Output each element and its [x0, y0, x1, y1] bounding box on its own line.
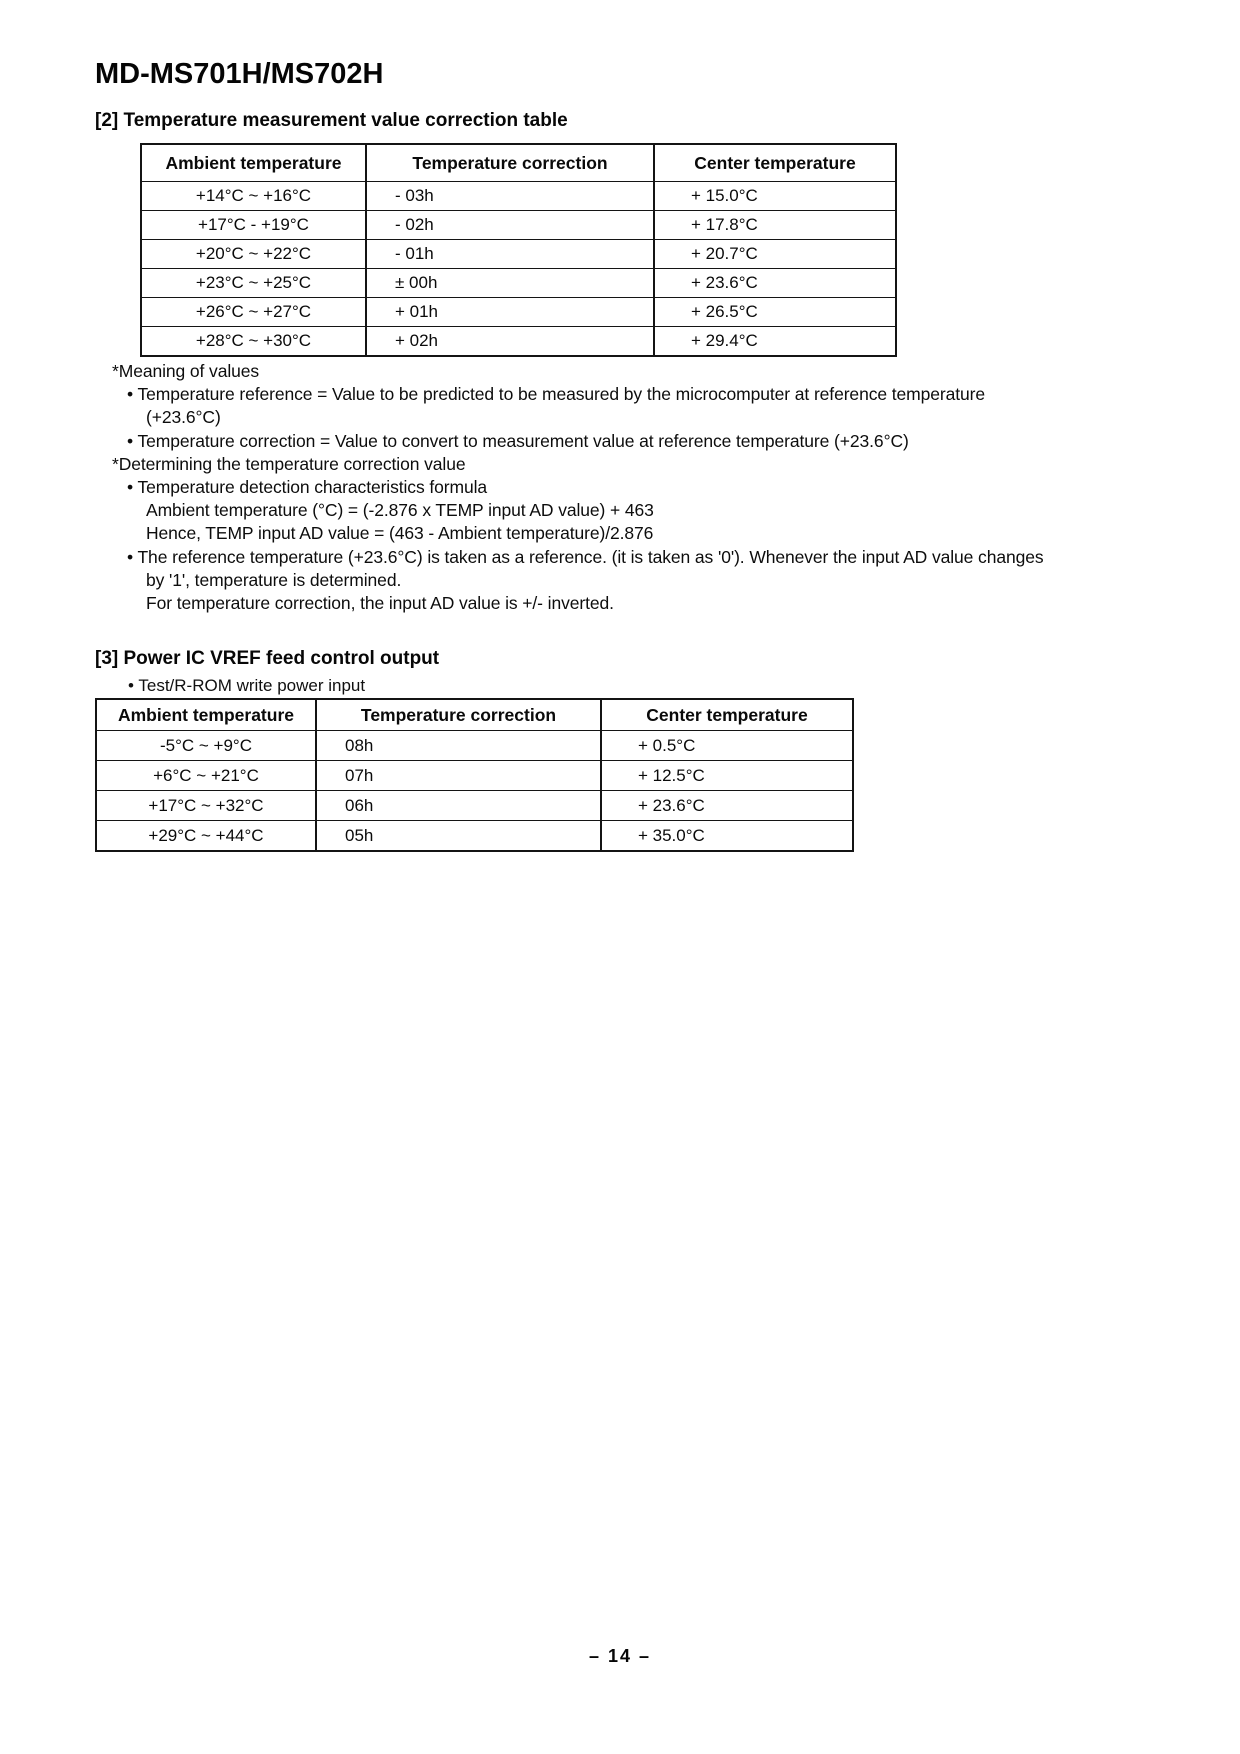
note-line: Ambient temperature (°C) = (-2.876 x TEMP input AD value) + 463	[146, 500, 654, 521]
ambient-cell: +23°C ~ +25°C	[141, 269, 366, 298]
note-line: • Temperature reference = Value to be predicted to be measured by the microcomputer at reference temperature	[127, 384, 985, 405]
note-line: *Meaning of values	[112, 361, 260, 381]
center-cell: + 15.0°C	[654, 182, 896, 211]
table-row	[141, 327, 896, 357]
notes-block	[112, 360, 1172, 615]
center-cell: + 23.6°C	[601, 791, 853, 821]
center-cell: + 26.5°C	[654, 298, 896, 327]
column-header-center: Center temperature	[654, 144, 896, 182]
note-line: (+23.6°C)	[146, 407, 221, 428]
table-row	[96, 731, 853, 761]
ambient-cell: +17°C - +19°C	[141, 211, 366, 240]
note-line: • Temperature detection characteristics formula	[127, 477, 488, 498]
ambient-cell: +17°C ~ +32°C	[96, 791, 316, 821]
ambient-cell: +14°C ~ +16°C	[141, 182, 366, 211]
center-cell: + 0.5°C	[601, 731, 853, 761]
center-cell: + 29.4°C	[654, 327, 896, 357]
note-line: *Determining the temperature correction value	[112, 453, 466, 474]
note-line: • The reference temperature (+23.6°C) is taken as a reference. (it is taken as '0'). Whenever the input AD value changes	[127, 546, 1044, 567]
correction-cell: - 03h	[366, 182, 654, 211]
vref-feed-control-table	[95, 698, 854, 852]
correction-cell: 08h	[316, 731, 601, 761]
column-header-center: Center temperature	[601, 699, 853, 731]
ambient-cell: +26°C ~ +27°C	[141, 298, 366, 327]
center-cell: + 17.8°C	[654, 211, 896, 240]
correction-cell: - 01h	[366, 240, 654, 269]
note-line: For temperature correction, the input AD value is +/- inverted.	[146, 593, 614, 614]
column-header-correction: Temperature correction	[366, 144, 654, 182]
ambient-cell: +6°C ~ +21°C	[96, 761, 316, 791]
ambient-cell: +28°C ~ +30°C	[141, 327, 366, 357]
correction-cell: 05h	[316, 821, 601, 852]
section2-heading: [2] Temperature measurement value correction table	[95, 110, 568, 131]
ambient-cell: -5°C ~ +9°C	[96, 731, 316, 761]
column-header-correction: Temperature correction	[316, 699, 601, 731]
temperature-correction-table	[140, 143, 897, 357]
column-header-ambient: Ambient temperature	[141, 144, 366, 182]
table-row	[141, 298, 896, 327]
correction-cell: + 02h	[366, 327, 654, 357]
center-cell: + 23.6°C	[654, 269, 896, 298]
correction-cell: 07h	[316, 761, 601, 791]
ambient-cell: +20°C ~ +22°C	[141, 240, 366, 269]
ambient-cell: +29°C ~ +44°C	[96, 821, 316, 852]
correction-cell: ± 00h	[366, 269, 654, 298]
section3-heading: [3] Power IC VREF feed control output	[95, 648, 440, 669]
correction-cell: - 02h	[366, 211, 654, 240]
note-line: by '1', temperature is determined.	[146, 569, 402, 590]
section3-bullet: • Test/R-ROM write power input	[128, 676, 366, 695]
table-row	[141, 182, 896, 211]
note-line: Hence, TEMP input AD value = (463 - Ambient temperature)/2.876	[146, 523, 654, 544]
center-cell: + 20.7°C	[654, 240, 896, 269]
table-row	[141, 269, 896, 298]
correction-cell: + 01h	[366, 298, 654, 327]
correction-cell: 06h	[316, 791, 601, 821]
table-row	[96, 761, 853, 791]
note-line: • Temperature correction = Value to convert to measurement value at reference temperature (+23.6°C)	[127, 430, 909, 451]
page-title: MD-MS701H/MS702H	[95, 58, 384, 90]
table-row	[96, 821, 853, 852]
center-cell: + 35.0°C	[601, 821, 853, 852]
table-row	[141, 240, 896, 269]
table-row	[96, 791, 853, 821]
table-header-row	[96, 699, 853, 731]
table-row	[141, 211, 896, 240]
table-header-row	[141, 144, 896, 182]
center-cell: + 12.5°C	[601, 761, 853, 791]
column-header-ambient: Ambient temperature	[96, 699, 316, 731]
page-number: – 14 –	[588, 1646, 652, 1666]
